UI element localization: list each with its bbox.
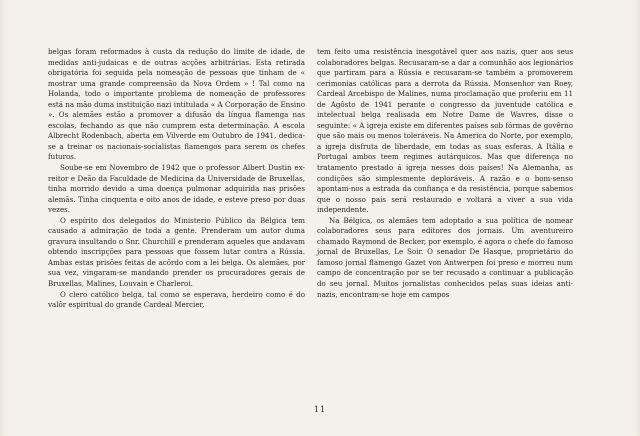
- page-edge-right: [634, 0, 640, 436]
- paragraph: Soube-se em Novembro de 1942 que o professor Albert Dustin ex-reitor e Deão da Faculdade de Medicina da Universidade de Bruxellas, tinha morrido devido a uma doença pulmonar adquirida nas prisões alemãs. Tinha cinquenta e oito anos de idade, e esteve preso por duas vezes.: [48, 163, 305, 215]
- left-column: [48, 47, 305, 311]
- page-edge-left: [0, 0, 6, 436]
- paragraph: tem feito uma resistência inesgotável quer aos nazis, quer aos seus colaboradores belgas. Recusaram-se a dar a comunhão aos legionários que partiram para a Rússia e recusaram-se também a promoverem cerimonias católicas para a derrota da Rússia. Monsenhor van Roey, Cardeal Arcebispo de Malines, numa proclamação que proferiu em 11 de Agôsto de 1941 perante o congresso da juventude católica e intelectual belga realisada em Notre Dame de Wavres, disse o seguinte: « A igreja existe em diferentes países sob fórmas de govêrno que são mais ou menos toleráveis. Na America do Norte, por exemplo, a igreja disfruta de liberdade, em todas as suas esferas. A Itália e Portugal ambos teem regimes autárquicos. Mas que diferença no tratamento prestado á igreja nesses dois países! Na Alemanha, as condições são simplesmente deploráveis. A razão e o bom-senso apontam-nos a estrada da confiança e da resistência, porque sabemos que o nosso país será restaurado e voltará a viver a sua vida independente.: [317, 47, 573, 215]
- right-column: [317, 47, 573, 300]
- page-number: 11: [313, 405, 327, 414]
- paragraph: O espírito dos delegados do Ministerio Público da Bélgica tem causado a admiração de toda a gente. Prenderam um autor duma gravura insultando o Snr. Churchill e prenderam aqueles que andavam obtendo inscripções para pessoas que fossem lutar contra a Rússia. Ambas estas prisões feitas de acôrdo com a lei belga. Os alemães, por sua vez, vingaram-se mandando prender os procuradores gerais de Bruxellas, Malines, Louvain e Charleroi.: [48, 215, 305, 289]
- paragraph: O clero católico belga, tal como se esperava, herdeiro como é do valôr espiritual do grande Cardeal Mercier,: [48, 289, 305, 310]
- paragraph: belgas foram reformados à custa da redução do limite de idade, de medidas anti-judaicas e de outras acções arbitrárias. Esta retirada obrigatória foi seguida pela nomeação de pessoas que tinham de « mostrar uma grande compreensão da Nova Ordem » ! Tal como na Holanda, todo o importante problema de nomeação de professores está na mão duma instituição nazi intitulada « A Corporação de Ensino ». Os alemães estão a promover a difusão da língua flamenga nas escolas, fechando as que não cumprem esta determinação. A escola Albrecht Rodenbach, aberta em Vilverde em Outubro de 1941, dedica-se a treinar os nacionais-socialistas flamengos para serem os chefes futuros.: [48, 47, 305, 162]
- paragraph: Na Bélgica, os alemães tem adoptado a sua política de nomear colaboradores seus para editores dos jornais. Um aventureiro chamado Raymond de Becker, por exemplo, é agora o chefe do famoso jornal de Bruxellas, Le Soir. O senador De Hasque, proprietário do famoso jornal flamengo Gazet von Antwerpen foi preso e morreu num campo de concentração por se ter recusado a continuar a publicação do seu jornal. Muitos jornalistas conhecidos pelas suas ideias anti-nazis, encontram-se hoje em campos: [317, 215, 573, 299]
